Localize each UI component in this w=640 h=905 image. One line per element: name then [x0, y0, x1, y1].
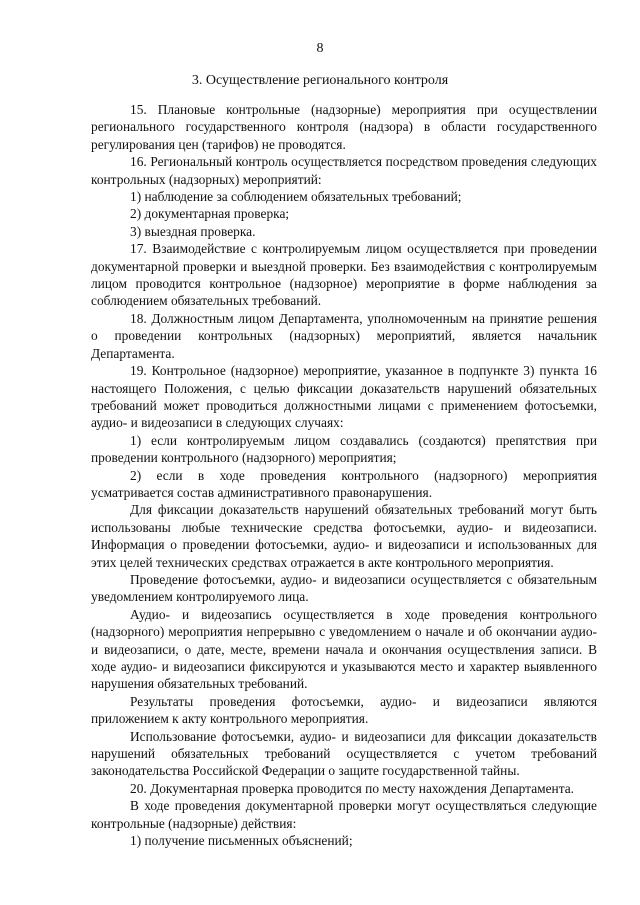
- section-title: 3. Осуществление регионального контроля: [191, 73, 449, 88]
- paragraph-19: 19. Контрольное (надзорное) мероприятие, указанное в подпункте 3) пункта 16 настоящего Положения, с целью фиксации доказательств нарушений обязательных требований может проводиться должностными лицами с применением фотосъемки, аудио- и видеозаписи в следующих случаях:: [91, 363, 597, 431]
- list-item: 3) выездная проверка.: [130, 223, 256, 239]
- document-body: [91, 101, 597, 849]
- list-item: 1) получение письменных объяснений;: [130, 833, 353, 849]
- paragraph: В ходе проведения документарной проверки могут осуществляться следующие контрольные (надзорные) действия:: [91, 798, 597, 831]
- list-item: 1) если контролируемым лицом создавались (создаются) препятствия при проведении контрольного (надзорного) мероприятия;: [91, 432, 597, 466]
- list-item: 1) наблюдение за соблюдением обязательных требований;: [130, 189, 462, 205]
- paragraph-17: 17. Взаимодействие с контролируемым лицом осуществляется при проведении документарной проверки и выездной проверки. Без взаимодействия с контролируемым лицом проводится контрольное (надзорное) мероприятие в форме наблюдения за соблюдением обязательных требований.: [91, 241, 597, 309]
- paragraph: Результаты проведения фотосъемки, аудио- и видеозаписи являются приложением к акту контрольного мероприятия.: [91, 693, 597, 727]
- list-item: 2) если в ходе проведения контрольного (надзорного) мероприятия усматривается состав административного правонарушения.: [91, 467, 597, 500]
- paragraph: Аудио- и видеозапись осуществляется в ходе проведения контрольного (надзорного) мероприятия непрерывно с уведомлением о начале и об окончании аудио- и видеозаписи, о дате, месте, времени начала и окончания осуществления записи. В ходе аудио- и видеозаписи фиксируются и указываются место и характер выявленного нарушения обязательных требований.: [91, 606, 597, 692]
- paragraph-20: 20. Документарная проверка проводится по месту нахождения Департамента.: [130, 780, 575, 796]
- paragraph-15: 15. Плановые контрольные (надзорные) мероприятия при осуществлении регионального государственного контроля (надзора) в области государственного регулирования цен (тарифов) не проводятся.: [91, 102, 597, 152]
- paragraph: Проведение фотосъемки, аудио- и видеозаписи осуществляется с обязательным уведомлением контролируемого лица.: [91, 571, 597, 605]
- paragraph-16: 16. Региональный контроль осуществляется посредством проведения следующих контрольных (надзорных) мероприятий:: [91, 154, 597, 187]
- paragraph: Использование фотосъемки, аудио- и видеозаписи для фиксации доказательств нарушений обязательных требований осуществляется с учетом требований законодательства Российской Федерации о защите государственной тайны.: [91, 728, 597, 779]
- list-item: 2) документарная проверка;: [130, 206, 290, 222]
- paragraph-18: 18. Должностным лицом Департамента, уполномоченным на принятие решения о проведении контрольных (надзорных) мероприятий, является начальник Департамента.: [91, 310, 597, 361]
- page-number: 8: [316, 41, 324, 56]
- paragraph: Для фиксации доказательств нарушений обязательных требований могут быть использованы любые технические средства фотосъемки, аудио- и видеозаписи. Информация о проведении фотосъемки, аудио- и видеозаписи и использованных для этих целей технических средствах отражается в акте контрольного мероприятия.: [91, 502, 597, 570]
